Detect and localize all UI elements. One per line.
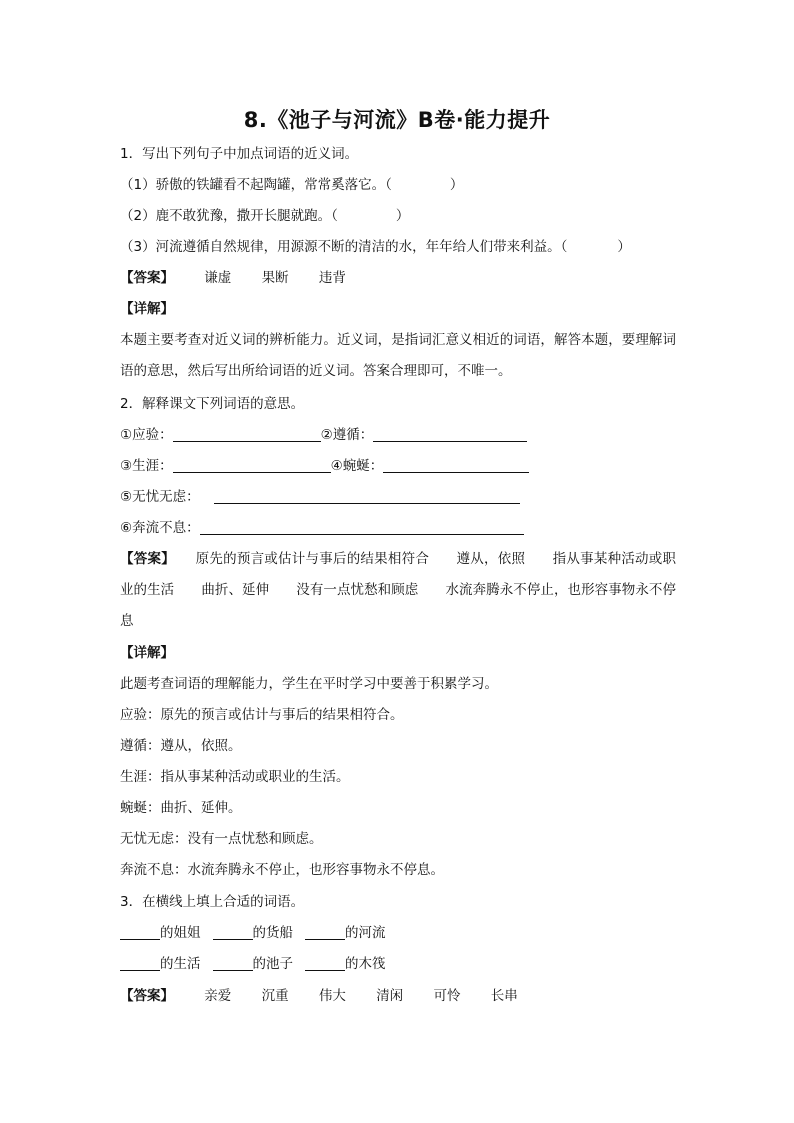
q2-row-4 — [120, 518, 524, 538]
q3-blank-3[interactable] — [305, 925, 345, 940]
q3-answer-6: 长串 — [490, 988, 518, 1004]
q3-phrase-2: 的货船 — [252, 925, 293, 941]
q3-answer-2: 沉重 — [261, 988, 289, 1004]
q3-answer-3: 伟大 — [318, 988, 346, 1004]
page-title: 8.《池子与河流》B卷·能力提升 — [243, 108, 551, 132]
q2-detail-label: 【详解】 — [120, 645, 174, 661]
q1-answer-3: 违背 — [318, 270, 346, 286]
q2-blank-6[interactable] — [200, 520, 524, 535]
q3-answer — [120, 986, 518, 1006]
q2-word-3: ③生涯： — [120, 458, 173, 474]
q2-word-2: ②遵循： — [320, 427, 374, 443]
q1-sentence-2-close: ） — [395, 208, 410, 224]
q3-blank-4[interactable] — [120, 956, 160, 971]
q3-answer-5: 可怜 — [433, 988, 461, 1004]
q2-answer-label: 【答案】 — [120, 551, 169, 567]
q3-phrase-5: 的池子 — [252, 956, 293, 972]
q2-detail-6: 奔流不息：水流奔腾永不停止，也形容事物永不停息。 — [120, 862, 444, 878]
q3-blank-2[interactable] — [213, 925, 253, 940]
q2-prompt: 2．解释课文下列词语的意思。 — [120, 396, 305, 412]
q3-phrase-3: 的河流 — [345, 925, 386, 941]
q1-sentence-3-text: （3）河流遵循自然规律，用源源不断的清洁的水，年年给人们带来利益。（ — [120, 239, 568, 255]
q2-detail-5: 无忧无虑：没有一点忧愁和顾虑。 — [120, 831, 323, 847]
q3-blank-5[interactable] — [213, 956, 253, 971]
q2-word-4: ④蜿蜒： — [330, 458, 384, 474]
q1-sentence-1-close: ） — [449, 177, 464, 193]
q3-answer-4: 清闲 — [376, 988, 404, 1004]
q3-phrase-4: 的生活 — [160, 956, 201, 972]
q2-blank-5[interactable] — [214, 489, 520, 504]
q1-sentence-3-close: ） — [617, 239, 631, 255]
q2-blank-1[interactable] — [173, 427, 321, 442]
q3-row-1 — [120, 923, 386, 943]
q3-phrase-1: 的姐姐 — [160, 925, 201, 941]
q1-detail-label: 【详解】 — [120, 301, 174, 317]
q2-blank-3[interactable] — [173, 458, 331, 473]
q2-detail-2: 遵循：遵从，依照。 — [120, 738, 242, 754]
q3-answer-label: 【答案】 — [120, 988, 174, 1004]
q2-detail-4: 蜿蜒：曲折、延伸。 — [120, 800, 242, 816]
q2-row-3 — [120, 487, 520, 507]
q2-detail-intro: 此题考查词语的理解能力，学生在平时学习中要善于积累学习。 — [120, 676, 498, 692]
q2-blank-4[interactable] — [383, 458, 529, 473]
q3-blank-1[interactable] — [120, 925, 160, 940]
q1-sentence-1 — [120, 175, 463, 195]
q2-word-1: ①应验： — [120, 427, 173, 443]
q3-prompt: 3．在横线上填上合适的词语。 — [120, 894, 305, 910]
q2-detail-1: 应验：原先的预言或估计与事后的结果相符合。 — [120, 707, 404, 723]
q3-blank-6[interactable] — [305, 956, 345, 971]
q3-phrase-6: 的木筏 — [345, 956, 386, 972]
q1-answer — [120, 268, 346, 288]
q2-blank-2[interactable] — [373, 427, 527, 442]
q1-answer-label: 【答案】 — [120, 270, 174, 286]
q2-detail-3: 生涯：指从事某种活动或职业的生活。 — [120, 769, 350, 785]
q1-sentence-2-text: （2）鹿不敢犹豫，撒开长腿就跑。（ — [120, 208, 338, 224]
q2-word-6: ⑥奔流不息： — [120, 520, 200, 536]
q1-answer-1: 谦虚 — [204, 270, 232, 286]
q1-sentence-1-text: （1）骄傲的铁罐看不起陶罐，常常奚落它。（ — [120, 177, 392, 193]
q1-detail: 本题主要考查对近义词的辨析能力。近义词，是指词汇意义相近的词语，解答本题，要理解词语的意思，然后写出所给词语的近义词。答案合理即可，不唯一。 — [120, 332, 676, 379]
q3-row-2 — [120, 954, 386, 974]
q2-answer — [120, 544, 676, 637]
q2-row-1 — [120, 425, 527, 445]
q1-sentence-3 — [120, 237, 631, 257]
q3-answer-1: 亲爱 — [204, 988, 232, 1004]
q1-sentence-2 — [120, 206, 409, 226]
q2-answer-text: 原先的预言或估计与事后的结果相符合 遵从，依照 指从事某种活动或职业的生活 曲折、延伸 没有一点忧愁和顾虑 水流奔腾永不停止，也形容事物永不停息 — [120, 551, 677, 629]
q2-word-5: ⑤无忧无虑： — [120, 489, 200, 505]
q2-row-2 — [120, 456, 529, 476]
q1-prompt: 1．写出下列句子中加点词语的近义词。 — [120, 146, 359, 162]
q1-answer-2: 果断 — [261, 270, 289, 286]
